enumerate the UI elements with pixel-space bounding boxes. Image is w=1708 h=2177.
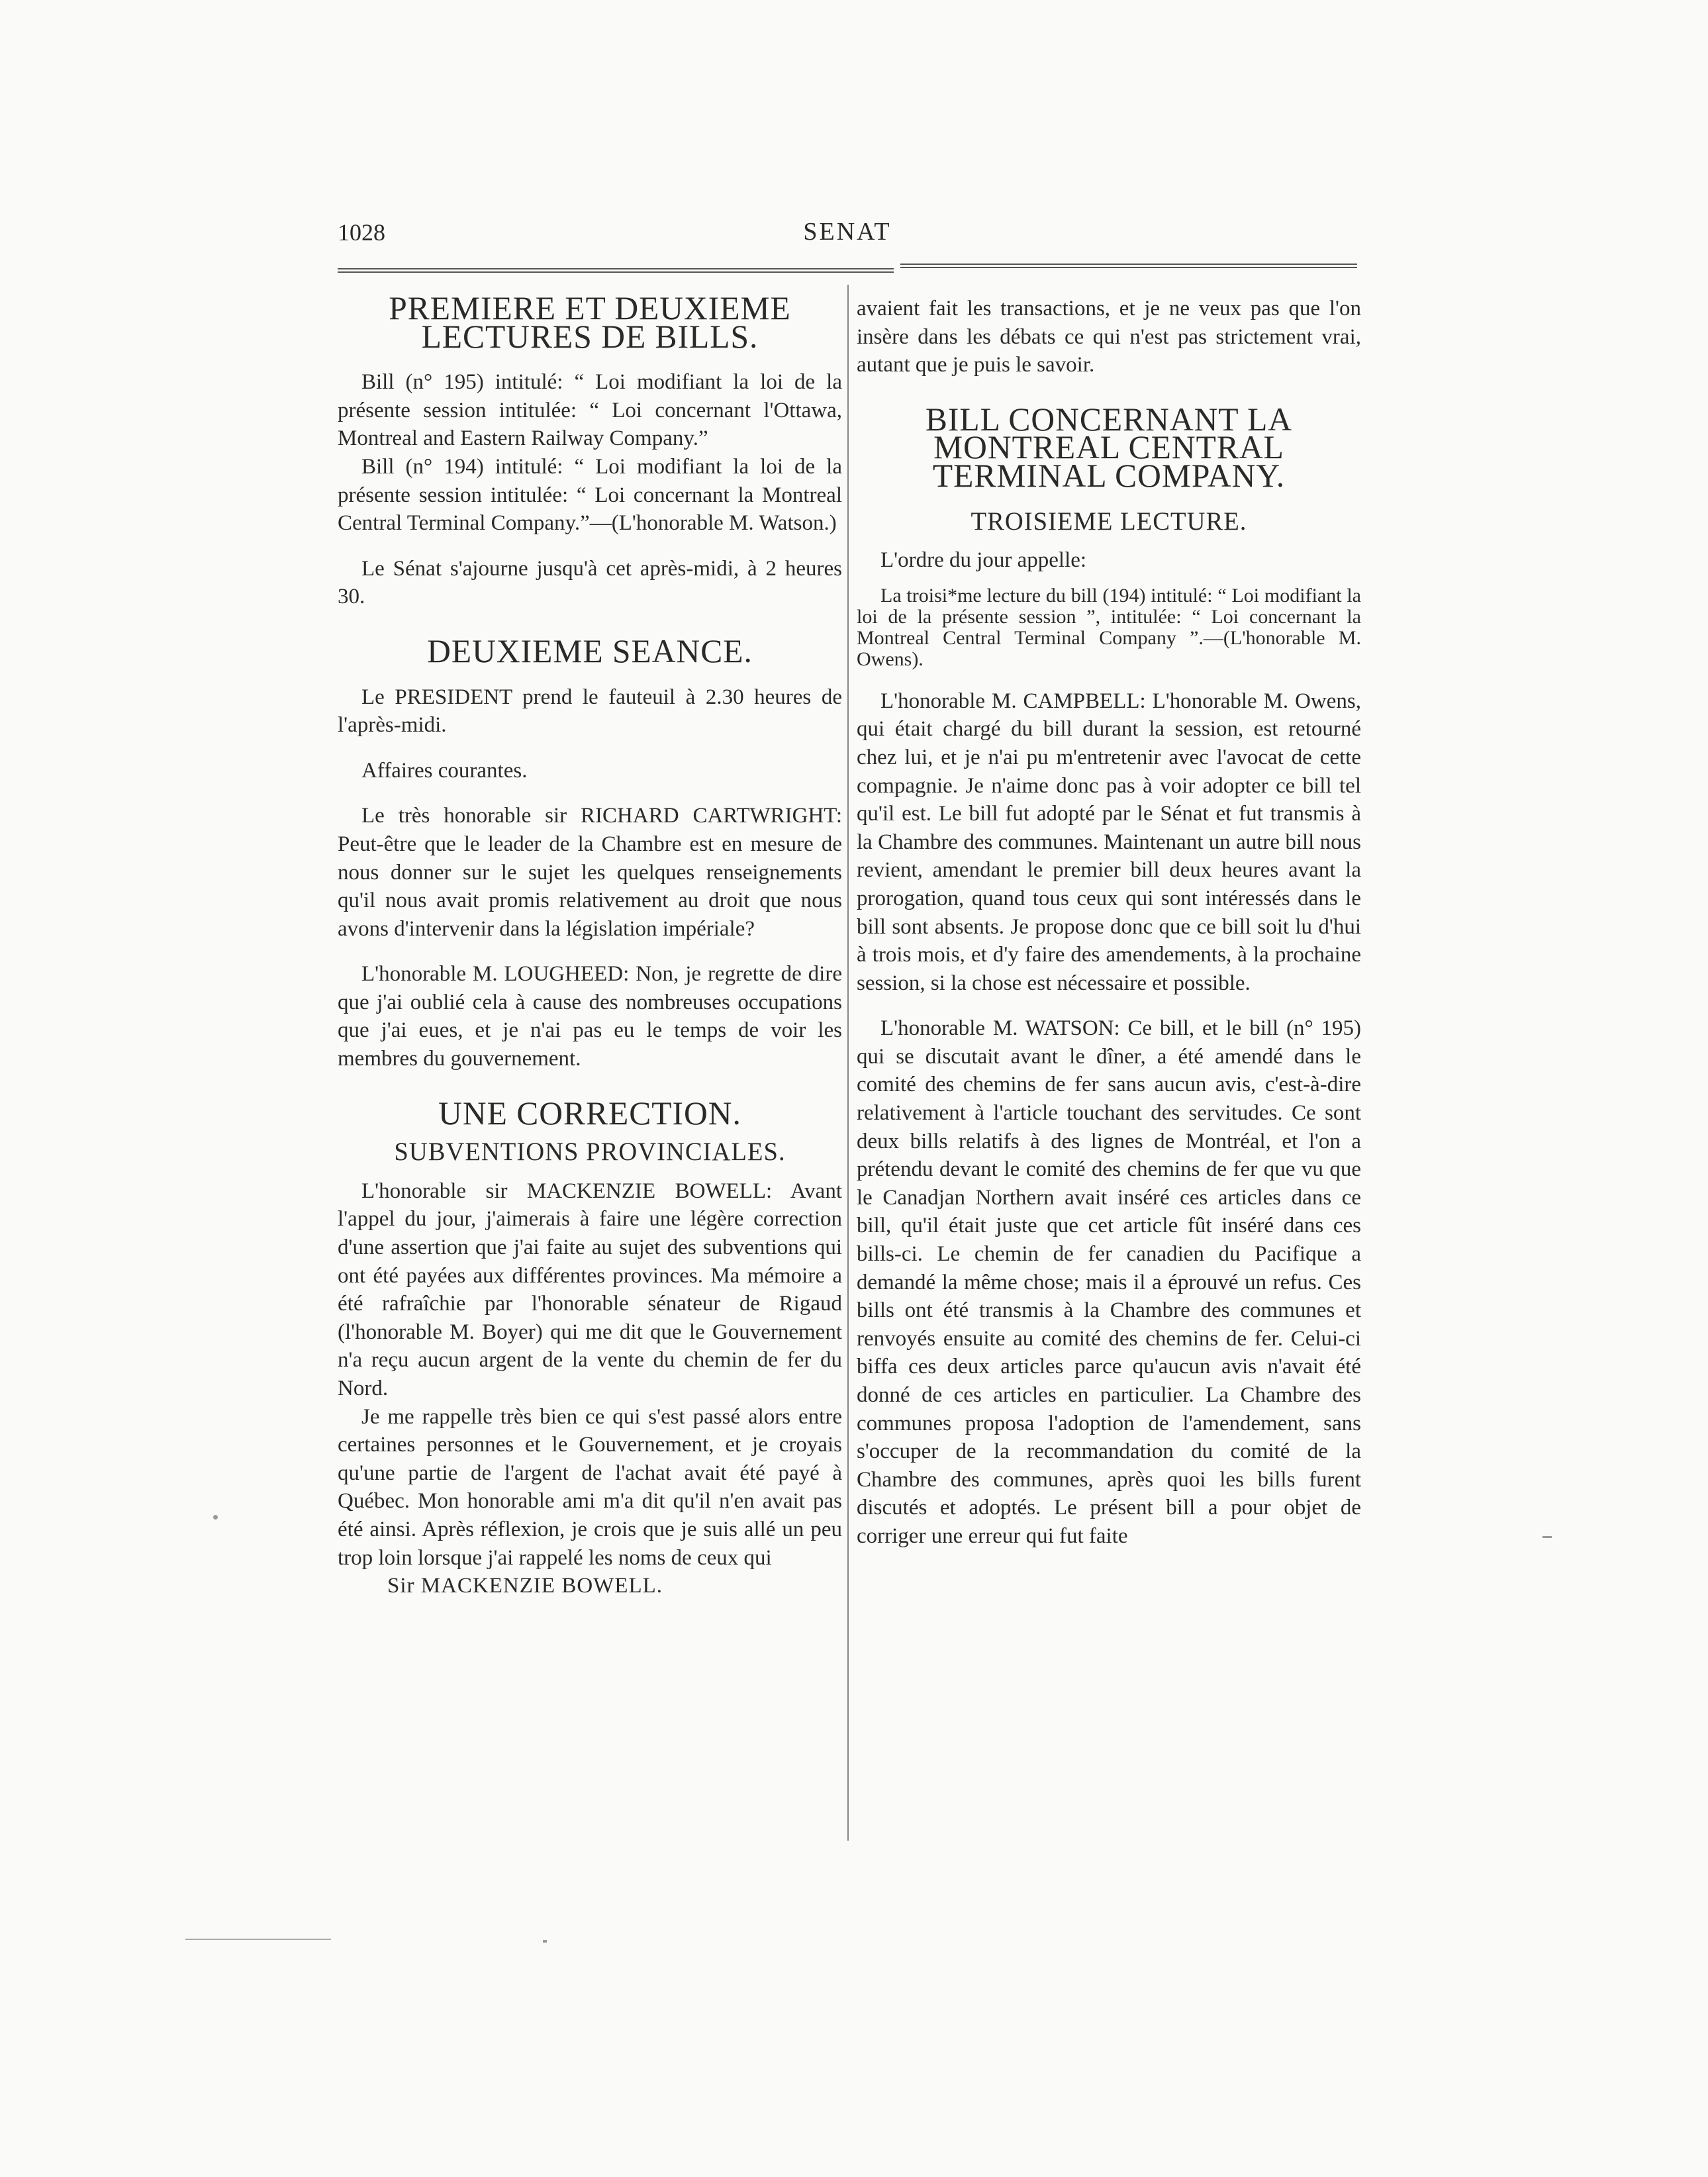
- page-header: [338, 211, 1357, 250]
- order-of-day-quote: La troisi*me lecture du bill (194) intitulé: “ Loi modifiant la loi de la présente session ”, intitulée: “ Loi concernant la Montreal Central Terminal Company ”.—(L'honorable M. Owens).: [857, 584, 1361, 670]
- speaker-signature: Sir MACKENZIE BOWELL.: [387, 1574, 663, 1598]
- header-rule-right: [900, 264, 1357, 268]
- left-column: [338, 290, 842, 1600]
- scan-edge-line: [185, 1939, 331, 1940]
- paragraph: avaient fait les transactions, et je ne veux pas que l'on insère dans les débats ce qui n'est pas strictement vrai, autant que je puis le savoir.: [857, 297, 1361, 377]
- section-heading: BILL CONCERNANT LA MONTREAL CENTRAL TERMINAL COMPANY.: [925, 401, 1293, 494]
- paragraph: Bill (n° 194) intitulé: “ Loi modifiant la loi de la présente session intitulée: “ Loi concernant la Montreal Central Terminal Company.”—(L'honorable M. Watson.): [338, 454, 842, 536]
- paragraph: Le très honorable sir RICHARD CARTWRIGHT: Peut-être que le leader de la Chambre est en mesure de nous donner sur le sujet les quelques renseignements qu'il nous avait promis relativement au droit que nous avons d'intervenir dans la législation impériale?: [338, 804, 842, 941]
- paragraph: L'ordre du jour appelle:: [880, 548, 1087, 573]
- section-subheading: SUBVENTIONS PROVINCIALES.: [394, 1138, 786, 1167]
- section-heading: DEUXIEME SEANCE.: [427, 632, 753, 669]
- column-divider: [847, 285, 849, 1841]
- scan-speck: [1542, 1536, 1552, 1538]
- paragraph: Affaires courantes.: [361, 758, 528, 783]
- header-rule-left: [338, 268, 894, 273]
- right-column: [857, 295, 1361, 1551]
- paragraph: L'honorable M. LOUGHEED: Non, je regrette de dire que j'ai oublié cela à cause des nombreuses occupations que j'ai eues, et je n'ai pas eu le temps de voir les membres du gouvernement.: [338, 962, 842, 1071]
- scan-speck: [543, 1940, 547, 1943]
- paragraph: Le Sénat s'ajourne jusqu'à cet après-midi, à 2 heures 30.: [338, 556, 842, 609]
- paragraph: L'honorable M. CAMPBELL: L'honorable M. Owens, qui était chargé du bill durant la session, est retourné chez lui, et je n'ai pu m'entretenir avec l'avocat de cette compagnie. Je n'aime donc pas à voir adopter ce bill tel qu'il est. Le bill fut adopté par le Sénat et fut transmis à la Chambre des communes. Maintenant un autre bill nous revient, amendant le premier bill deux heures avant la prorogation, quand tous ceux qui sont intéressés dans le bill sont absents. Je propose donc que ce bill soit lu d'hui à trois mois, et d'y faire des amendements, à la prochaine session, si la chose est nécessaire et possible.: [857, 689, 1361, 995]
- page-number: 1028: [338, 219, 385, 246]
- paragraph: L'honorable sir MACKENZIE BOWELL: Avant l'appel du jour, j'aimerais à faire une légère correction d'une assertion que j'ai faite au sujet des subventions qui ont été payées aux différentes provinces. Ma mémoire a été rafraîchie par l'honorable sénateur de Rigaud (l'honorable M. Boyer) qui me dit que le Gouvernement n'a reçu aucun argent de la vente du chemin de fer du Nord.: [338, 1179, 842, 1400]
- paragraph: Le PRESIDENT prend le fauteuil à 2.30 heures de l'après-midi.: [338, 685, 842, 738]
- section-subheading: TROISIEME LECTURE.: [971, 507, 1247, 536]
- section-heading: UNE CORRECTION.: [438, 1094, 741, 1132]
- scan-speck: [213, 1515, 218, 1520]
- paragraph: Je me rappelle très bien ce qui s'est passé alors entre certaines personnes et le Gouvernement, et je croyais qu'une partie de l'argent de l'achat avait été payé à Québec. Mon honorable ami m'a dit qu'il n'en avait pas été ainsi. Après réflexion, je crois que je suis allé un peu trop loin lorsque j'ai rappelé les noms de ceux qui: [338, 1404, 842, 1570]
- paragraph: L'honorable M. WATSON: Ce bill, et le bill (n° 195) qui se discutait avant le dîner, a été amendé dans le comité des chemins de fer sans aucun avis, c'est-à-dire relativement à l'article touchant des servitudes. Ce sont deux bills relatifs à des lignes de Montréal, et l'on a prétendu devant le comité des chemins de fer que vu que le Canadjan Northern avait inséré ces articles dans ce bill, qu'il était juste que cet article fût inséré dans ces bills-ci. Le chemin de fer canadien du Pacifique a demandé la même chose; mais il a éprouvé un refus. Ces bills ont été transmis à la Chambre des communes et renvoyés ensuite au comité des chemins de fer. Celui-ci biffa ces deux articles parce qu'aucun avis n'avait été donné de ces articles en particulier. La Chambre des communes proposa l'adoption de l'amendement, sans s'occuper de la recommandation du comité de la Chambre des communes, après quoi les bills furent discutés et adoptés. Le présent bill a pour objet de corriger une erreur qui fut faite: [857, 1016, 1361, 1548]
- paragraph: Bill (n° 195) intitulé: “ Loi modifiant la loi de la présente session intitulée: “ Loi concernant l'Ottawa, Montreal and Eastern Railway Company.”: [338, 370, 842, 451]
- running-head: SENAT: [803, 218, 892, 246]
- section-heading: PREMIERE ET DEUXIEME LECTURES DE BILLS.: [389, 290, 791, 355]
